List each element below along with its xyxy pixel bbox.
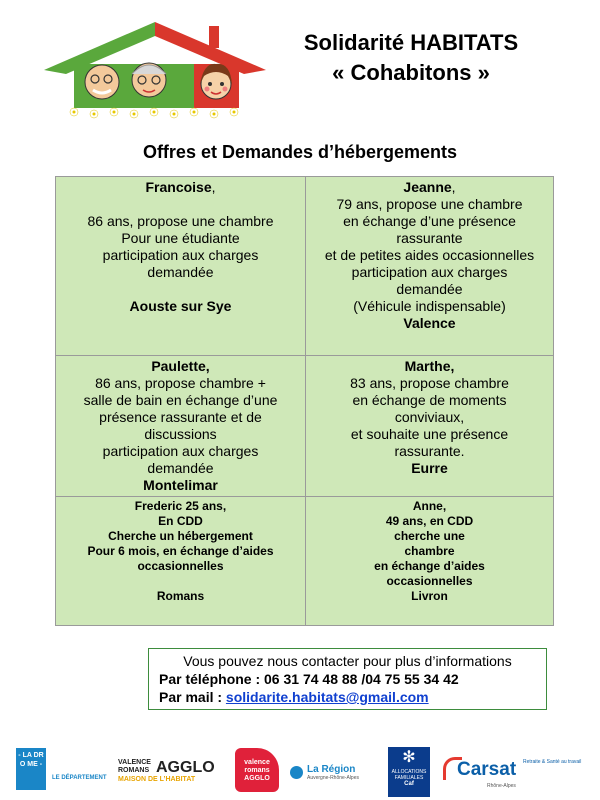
offer-line: discussions bbox=[144, 426, 217, 442]
request-anne bbox=[305, 496, 553, 625]
offer-name: Jeanne bbox=[403, 179, 452, 195]
title-line-2: « Cohabitons » bbox=[332, 60, 490, 85]
house-logo-illustration bbox=[44, 18, 266, 122]
offer-line: 83 ans, propose chambre bbox=[350, 375, 509, 391]
offer-line: présence rassurante et de bbox=[99, 409, 262, 425]
offer-name: Francoise bbox=[145, 179, 212, 195]
request-line: occasionnelles bbox=[386, 574, 473, 588]
request-line: cherche une bbox=[394, 529, 465, 543]
offer-line: participation aux charges bbox=[102, 443, 259, 459]
offer-line: 86 ans, propose chambre + bbox=[95, 375, 266, 391]
contact-phone: Par téléphone : 06 31 74 48 88 /04 75 55 34 42 bbox=[159, 671, 459, 687]
offer-line: demandée bbox=[147, 264, 214, 280]
offer-line: 86 ans, propose une chambre bbox=[87, 213, 274, 229]
offer-city: Eurre bbox=[411, 460, 448, 476]
chimney bbox=[209, 26, 219, 48]
agglo-maison-habitat-logo: VALENCE ROMANS AGGLO MAISON DE L’HABITAT bbox=[118, 759, 215, 783]
offer-line: (Véhicule indispensable) bbox=[353, 298, 506, 314]
offer-city: Montelimar bbox=[143, 477, 218, 493]
request-city: Livron bbox=[411, 589, 448, 603]
request-line: en échange d’aides bbox=[374, 559, 485, 573]
page-title bbox=[276, 28, 546, 88]
offer-francoise: Francoise, 86 ans, propose une chambre Pour une étudiante participation aux charges demandée Aouste sur Sye bbox=[56, 177, 305, 355]
request-frederic bbox=[56, 496, 305, 625]
offer-line: en échange de moments bbox=[352, 392, 507, 408]
request-line: 49 ans, en CDD bbox=[385, 514, 474, 528]
contact-mail-line bbox=[159, 689, 429, 705]
request-line: Pour 6 mois, en échange d’aides bbox=[87, 544, 274, 558]
offer-name: Paulette, bbox=[151, 358, 210, 374]
offer-line: rassurante. bbox=[394, 443, 465, 459]
offer-line: et de petites aides occasionnelles bbox=[324, 247, 535, 263]
contact-intro: Vous pouvez nous contacter pour plus d’informations bbox=[183, 653, 512, 669]
caf-logo: ✻ ALLOCATIONS FAMILIALES Caf bbox=[388, 747, 430, 797]
section-subtitle: Offres et Demandes d’hébergements bbox=[142, 142, 458, 162]
offer-city: Aouste sur Sye bbox=[129, 298, 232, 314]
offer-paulette bbox=[56, 355, 305, 496]
offer-line: demandée bbox=[396, 281, 463, 297]
offer-marthe bbox=[305, 355, 553, 496]
request-line: Cherche un hébergement bbox=[108, 529, 253, 543]
drome-logo: - LA DRO ME - bbox=[16, 748, 46, 790]
valence-romans-agglo-logo: valence romans AGGLO bbox=[235, 748, 279, 792]
contact-box bbox=[148, 648, 547, 710]
offer-line: salle de bain en échange d’une bbox=[83, 392, 278, 408]
contact-email-link[interactable]: solidarite.habitats@gmail.com bbox=[225, 689, 429, 705]
region-icon bbox=[290, 766, 303, 779]
caf-emblem-icon: ✻ bbox=[402, 749, 416, 766]
title-line-1: Solidarité HABITATS bbox=[303, 30, 519, 55]
offer-line: demandée bbox=[147, 460, 214, 476]
request-line: En CDD bbox=[158, 514, 203, 528]
offer-line: rassurante bbox=[396, 230, 463, 246]
partner-logos: - LA DRO ME - LE DÉPARTEMENT VALENCE ROMANS AGGLO MAISON DE L’HABITAT valence romans AGGLO La Région Auvergne-Rhône-Alpes ✻ ALLOCATIONS FAMILIALES Caf Carsat Retraite & Santé au travail Rhône-Alpes bbox=[0, 745, 600, 800]
offer-line: Pour une étudiante bbox=[121, 230, 240, 246]
offers-table bbox=[55, 176, 554, 626]
offer-name: Marthe, bbox=[404, 358, 455, 374]
request-city: Romans bbox=[156, 589, 205, 603]
request-line: Anne, bbox=[412, 499, 447, 513]
offer-line: 79 ans, propose une chambre bbox=[336, 196, 523, 212]
contact-mail-label: Par mail : bbox=[159, 689, 223, 705]
offer-line: participation aux charges bbox=[351, 264, 508, 280]
offer-line: conviviaux, bbox=[394, 409, 465, 425]
offer-jeanne: Jeanne, 79 ans, propose une chambre en échange d’une présence rassurante et de petites aides occasionnelles participation aux charges demandée (Véhicule indispensable) Valence bbox=[305, 177, 553, 355]
offer-line: et souhaite une présence bbox=[350, 426, 509, 442]
request-line: Frederic 25 ans, bbox=[134, 499, 227, 513]
offer-line: participation aux charges bbox=[102, 247, 259, 263]
request-line: occasionnelles bbox=[137, 559, 224, 573]
departement-label: LE DÉPARTEMENT bbox=[52, 775, 107, 781]
offer-line: en échange d’une présence bbox=[343, 213, 516, 229]
request-line: chambre bbox=[404, 544, 455, 558]
offer-city: Valence bbox=[403, 315, 456, 331]
